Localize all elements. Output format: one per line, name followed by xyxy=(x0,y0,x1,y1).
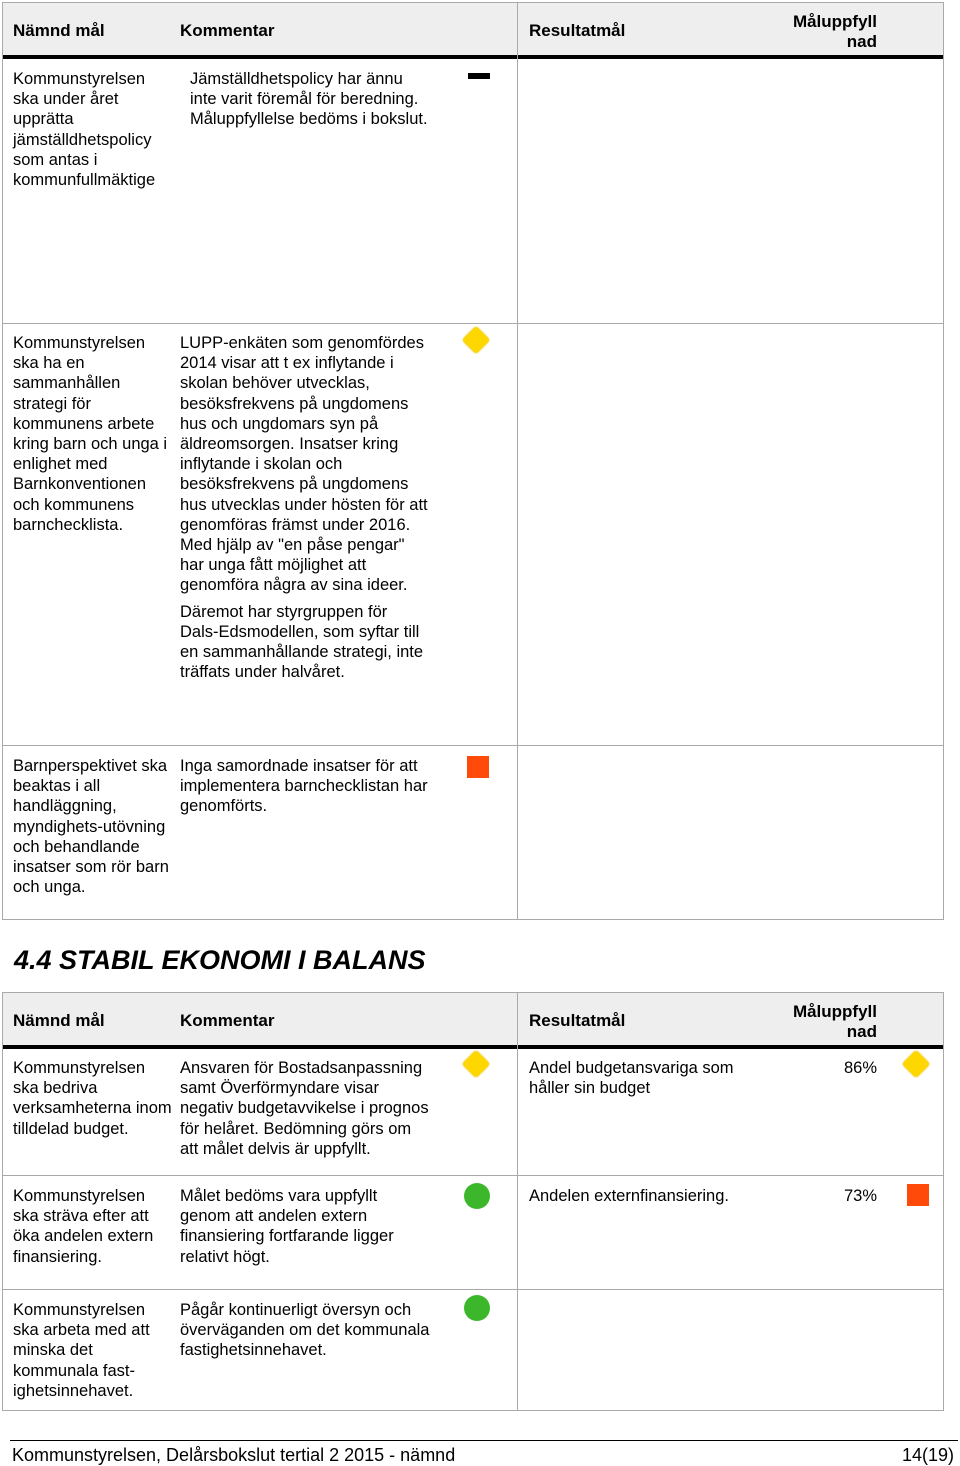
header-fulfillment-line1: Måluppfyll xyxy=(792,12,877,31)
goal-text: Kommunstyrelsen ska under året upprätta jämställdhetspolicy som antas i kommunfullmäktige xyxy=(13,70,156,190)
header-goal: Nämnd mål xyxy=(13,21,105,40)
header-result: Resultatmål xyxy=(529,1011,626,1030)
goal-text: Kommunstyrelsen ska sträva efter att öka andelen extern finansiering. xyxy=(13,1187,154,1266)
result-text: Andelen externfinansiering. xyxy=(529,1187,729,1205)
table-header xyxy=(3,993,943,1049)
header-comment: Kommentar xyxy=(180,21,275,40)
header-fulfillment xyxy=(793,1002,877,1042)
goal-text: Barnperspektivet ska beaktas i all handläggning, myndighets-utövning och behandlande insatser som rör barn och unga. xyxy=(13,757,169,897)
footer-document-title: Kommunstyrelsen, Delårsbokslut tertial 2 2015 - nämnd xyxy=(12,1445,456,1465)
table-header xyxy=(3,3,943,59)
comment-paragraph-1: LUPP-enkäten som genomfördes 2014 visar att t ex inflytande i skolan behöver utvecklas, besöksfrekvens på ungdomens hus och ungdomars syn på äldreomsorgen. Insatser kring inflytande i skolan och besöksfrekvens på ungdomens hus utvecklas under hösten för att genomföras främst under 2016. Med hjälp av "en påse pengar" har unga fått möjlighet att genomföra några av sina ideer. xyxy=(180,334,428,595)
header-comment: Kommentar xyxy=(180,1011,275,1030)
green-circle-icon xyxy=(464,1183,490,1209)
result-value: 73% xyxy=(843,1187,877,1205)
footer-divider xyxy=(10,1440,958,1441)
goal-text: Kommunstyrelsen ska arbeta med att minska det kommunala fast-ighetsinnehavet. xyxy=(13,1301,150,1400)
table-row xyxy=(3,1289,943,1411)
goals-table-2 xyxy=(2,992,944,1411)
comment-text: Ansvaren för Bostadsanpassning samt Överförmyndare visar negativ budgetavvikelse i prognos för helåret. Bedömning görs om att målet delvis är uppfyllt. xyxy=(180,1059,429,1158)
comment-text xyxy=(180,333,430,682)
footer-page-number: 14(19) xyxy=(901,1445,954,1465)
table-row xyxy=(3,323,943,746)
yellow-diamond-icon xyxy=(902,1050,930,1078)
section-title: 4.4 STABIL EKONOMI I BALANS xyxy=(14,945,426,975)
table-row xyxy=(3,1049,943,1175)
green-circle-icon xyxy=(464,1295,490,1321)
yellow-diamond-icon xyxy=(462,1050,490,1078)
goal-text: Kommunstyrelsen ska ha en sammanhållen strategi för kommunens arbete kring barn och unga i enlighet med Barnkonventionen och kommunens barnchecklista. xyxy=(13,334,168,534)
goal-text: Kommunstyrelsen ska bedriva verksamheterna inom tilldelad budget. xyxy=(13,1059,172,1138)
comment-text: Inga samordnade insatser för att implementera barnchecklistan har genomförts. xyxy=(180,757,428,816)
header-result: Resultatmål xyxy=(529,21,626,40)
table-row xyxy=(3,745,943,920)
header-goal: Nämnd mål xyxy=(13,1011,105,1030)
header-fulfillment-line2: nad xyxy=(846,1022,877,1041)
yellow-diamond-icon xyxy=(462,326,490,354)
header-fulfillment xyxy=(793,12,877,52)
header-fulfillment-line2: nad xyxy=(846,32,877,51)
result-value: 86% xyxy=(843,1059,877,1077)
result-text: Andel budgetansvariga som håller sin budget xyxy=(529,1059,734,1098)
red-square-icon xyxy=(907,1184,929,1206)
goals-table-1 xyxy=(2,2,944,920)
table-row xyxy=(3,1175,943,1290)
dash-icon xyxy=(468,73,490,79)
red-square-icon xyxy=(467,756,489,778)
header-fulfillment-line1: Måluppfyll xyxy=(792,1002,877,1021)
comment-text: Målet bedöms vara uppfyllt genom att andelen extern finansiering fortfarande ligger relativt högt. xyxy=(180,1187,394,1266)
comment-text: Pågår kontinuerligt översyn och överväganden om det kommunala fastighetsinnehavet. xyxy=(180,1301,430,1360)
table-row xyxy=(3,59,943,323)
comment-text: Jämställdhetspolicy har ännu inte varit föremål för beredning. Måluppfyllelse bedöms i bokslut. xyxy=(190,70,428,129)
comment-paragraph-2: Däremot har styrgruppen för Dals-Edsmodellen, som syftar till en sammanhållande strategi, inte träffats under halvåret. xyxy=(180,602,424,682)
